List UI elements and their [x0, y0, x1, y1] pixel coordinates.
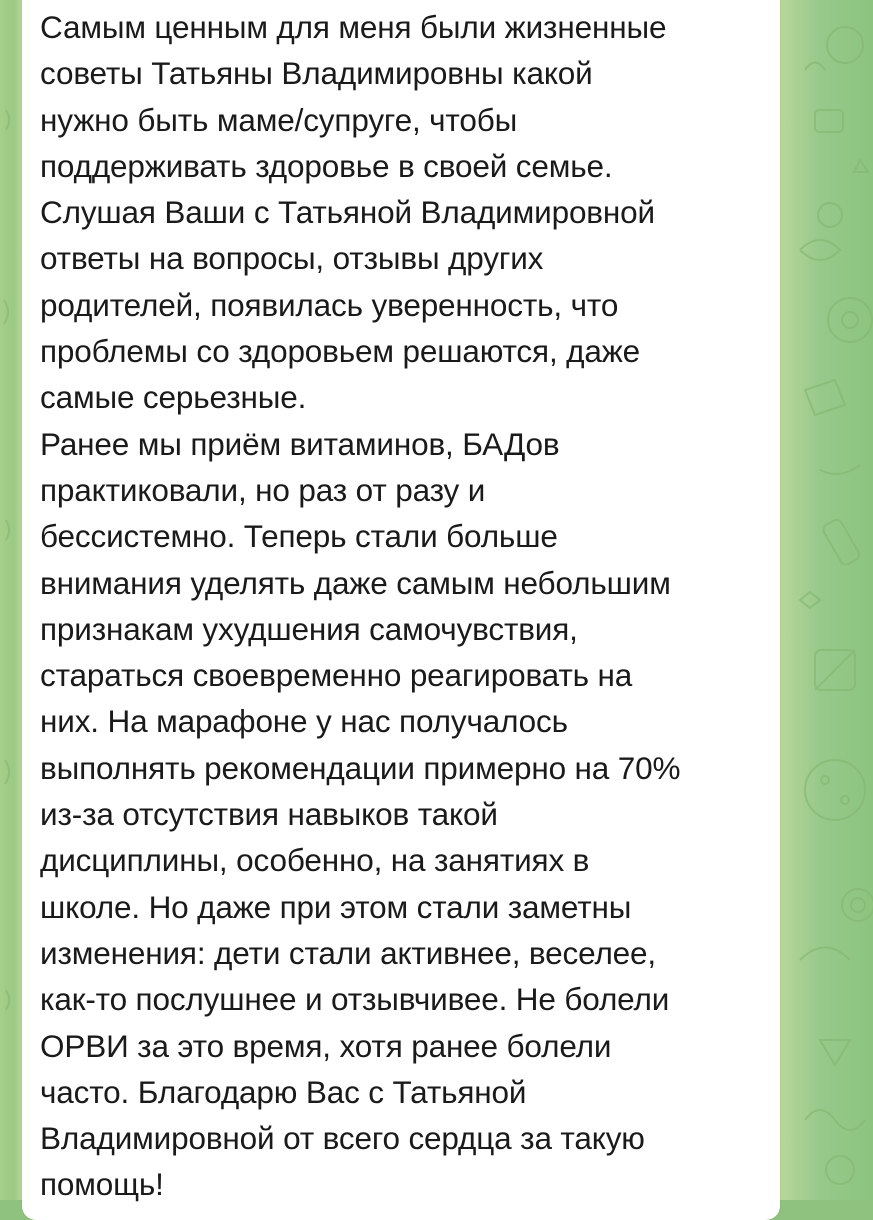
message-bubble[interactable] [22, 0, 780, 1220]
message-text: Самым ценным для меня были жизненные советы Татьяны Владимировны какой нужно быть маме/супруге, чтобы поддерживать здоровье в своей семье. Слушая Ваши с Татьяной Владимировной ответы на вопросы, отзывы других родителей, появилась уверенность, что проблемы со здоровьем решаются, даже самые серьезные. Ранее мы приём витаминов, БАДов практиковали, но раз от разу и бессистемно. Теперь стали больше внимания уделять даже самым небольшим признакам ухудшения самочувствия, стараться своевременно реагировать на них. На марафоне у нас получалось выполнять рекомендации примерно на 70% из-за отсутствия навыков такой дисциплины, особенно, на занятиях в школе. Но даже при этом стали заметны изменения: дети стали активнее, веселее, как-то послушнее и отзывчивее. Не болели ОРВИ за это время, хотя ранее болели часто. Благодарю Вас с Татьяной Владимировной от всего сердца за такую помощь! [40, 9, 681, 1203]
